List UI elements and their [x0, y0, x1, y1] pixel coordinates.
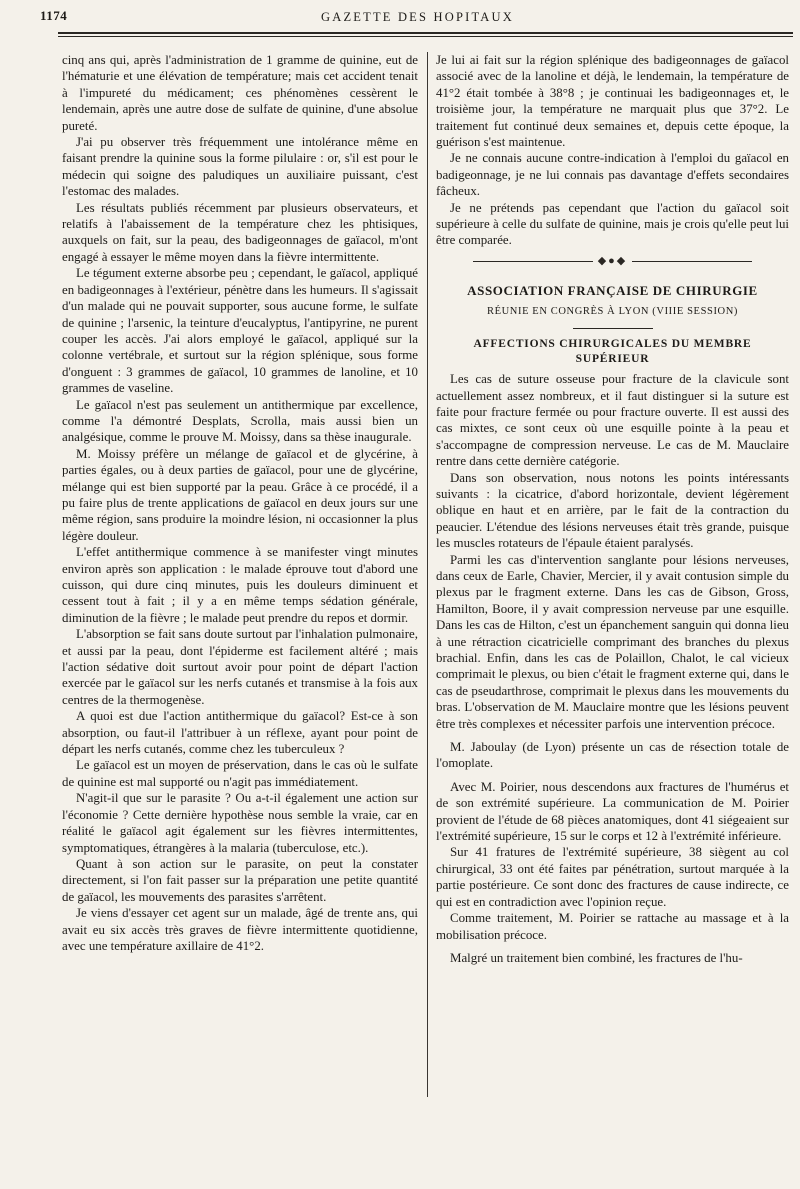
- spacer: [436, 943, 789, 950]
- paragraph: L'absorption se fait sans doute surtout par l'inhalation pulmonaire, et aussi par la peau, dont l'épiderme est facilement altéré ; mais l'action sédative doit surtout avoir pour point de départ l'action exercée par le gaïacol sur les nerfs cutanés et transmise à la fois aux centres de la thermogenèse.: [62, 627, 418, 707]
- subsection-title: AFFECTIONS CHIRURGICALES DU MEMBRE SUPÉRIEUR: [473, 338, 752, 366]
- header-rule: [58, 32, 793, 34]
- paragraph: Le gaïacol est un moyen de préservation, dans le cas où le sulfate de quinine est mal supporté ou n'agit pas immédiatement.: [62, 758, 418, 789]
- paragraph: Malgré un traitement bien combiné, les fractures de l'hu-: [450, 950, 743, 965]
- article-separator-ornament: ◆●◆: [436, 253, 789, 269]
- paragraph: M. Moissy préfère un mélange de gaïacol et de glycérine, à parties égales, ou à deux parties de gaïacol, pour une de glycérine, mélange qui est bien supporté par la peau. Grâce à ce procédé, il a pu faire plus de trente applications de gaïacol en deux jours sur une même région, sans produire la moindre lésion, ni occasionner la plus légère douleur.: [62, 446, 418, 543]
- paragraph: A quoi est due l'action antithermique du gaïacol? Est-ce à son absorption, ou faut-il l'attribuer à un réflexe, ayant pour point de départ les nerfs cutanés, comme chez les tuberculeux ?: [62, 709, 418, 757]
- header-rule-thin: [58, 36, 793, 37]
- paragraph: Les résultats publiés récemment par plusieurs observateurs, et relatifs à l'abaissement de la température chez les phtisiques, auxquels on fait, sur la peau, des badigeonnages de gaïacol, m'ont engagé à essayer le même moyen dans la fièvre intermittente.: [62, 200, 418, 264]
- paragraph: Sur 41 fratures de l'extrémité supérieure, 38 siègent au col chirurgical, 33 ont été faites par pénétration, surtout marquée à la partie postérieure. Ce sont donc des fractures de cause indirecte, ce qui est en contradiction avec l'opinion reçue.: [436, 845, 789, 909]
- section-title: ASSOCIATION FRANÇAISE DE CHIRURGIE: [467, 283, 758, 299]
- spacer: [436, 732, 789, 739]
- paragraph: Quant à son action sur le parasite, on peut la constater directement, si l'on fait passer sur la préparation une petite quantité de gaïacol, les mouvements des parasites s'arrêtent.: [62, 856, 418, 904]
- page-header: [40, 4, 795, 32]
- paragraph: J'ai pu observer très fréquemment une intolérance même en faisant prendre la quinine sous la forme pilulaire : or, s'il est pour le médecin qui soigne des paludiques un auxiliaire puissant, c'est l'estomac des malades.: [62, 135, 418, 199]
- right-column: [436, 52, 789, 966]
- section-subtitle: RÉUNIE EN CONGRÈS À LYON (VIIIE SESSION): [486, 305, 739, 317]
- spacer: [436, 772, 789, 779]
- section-rule: [573, 328, 653, 329]
- paragraph: L'effet antithermique commence à se manifester vingt minutes environ après son application : le malade éprouve tout d'abord une cuisson, qui dure cinq minutes, puis les douleurs diminuent et cessent tout à fait ; il y a en même temps sédation générale, diminution de la fièvre ; le malade peut prendre du repos et dormir.: [62, 545, 418, 625]
- paragraph: Dans son observation, nous notons les points intéressants suivants : la cicatrice, d'abord horizontale, devient légèrement oblique en haut et en arrière, par le fait de la contraction du peaucier. L'étendue des lésions nerveuses était très grande, puisque les muscles rotateurs de l'épaule étaient paralysés.: [436, 470, 789, 551]
- paragraph: Le gaïacol n'est pas seulement un antithermique par excellence, comme l'a démontré Desplats, Scrolla, mais aussi bien un analgésique, comme le prouve M. Moissy, dans sa thèse inaugurale.: [62, 397, 418, 445]
- left-column: [62, 52, 418, 954]
- paragraph: M. Jaboulay (de Lyon) présente un cas de résection totale de l'omoplate.: [436, 740, 789, 771]
- paragraph: Je ne connais aucune contre-indication à l'emploi du gaïacol en badigeonnage, je ne lui connais pas davantage d'effets secondaires fâcheux.: [436, 151, 789, 199]
- paragraph: Avec M. Poirier, nous descendons aux fractures de l'humérus et de son extrémité supérieure. La communication de M. Poirier provient de l'étude de 68 pièces anatomiques, dont 41 siégeaient sur l'extrémité supérieure, 15 sur le corps et 12 à l'extrémité inférieure.: [436, 779, 789, 844]
- paragraph: Comme traitement, M. Poirier se rattache au massage et à la mobilisation précoce.: [436, 911, 789, 942]
- paragraph: cinq ans qui, après l'administration de 1 gramme de quinine, eut de l'hématurie et une élévation de température; mais cet accident tenait à l'impureté du médicament; ces phénomènes cessèrent le lendemain, après une autre dose de sulfate de quinine, d'une absolue pureté.: [62, 53, 418, 133]
- page-number: 1174: [40, 8, 68, 23]
- paragraph: Je viens d'essayer cet agent sur un malade, âgé de trente ans, qui avait eu six accès très graves de fièvre intermittente quotidienne, avec une température axillaire de 41°2.: [62, 906, 418, 953]
- paragraph: Le tégument externe absorbe peu ; cependant, le gaïacol, appliqué en badigeonnages à l'extérieur, pénètre dans les humeurs. Il s'agissait d'un malade qui ne pouvait supporter, sous aucune forme, le sulfate de quinine ; l'arsenic, la teinture d'eucalyptus, l'antipyrine, ne purent couper les accès. J'ai alors employé le gaïacol, appliqué sur la colonne vertébrale, et surtout sur la région splénique, sous forme d'onguent : 3 grammes de gaïacol, 10 grammes de lanoline, et 10 grammes de vaseline.: [62, 266, 418, 396]
- paragraph: N'agit-il que sur le parasite ? Ou a-t-il également une action sur l'économie ? Cette dernière hypothèse nous semble la vraie, car en réalité le gaïacol agit également sur les fièvres intermittentes, symptomatiques, étrangères à la malaria (tuberculose, etc.).: [62, 791, 418, 855]
- paragraph: Je lui ai fait sur la région splénique des badigeonnages de gaïacol associé avec de la lanoline et déjà, le lendemain, la température de 41°2 était tombée à 38°8 ; je continuai les badigeonnages et, le troisième jour, la température ne marquait plus que 37°2. Le traitement fut continué deux semaines et, depuis cette époque, la guérison s'est maintenue.: [436, 53, 789, 150]
- paragraph: Parmi les cas d'intervention sanglante pour lésions nerveuses, dans ceux de Earle, Chavier, Mercier, il y avait contusion simple du plexus par le fragment externe. Dans les cas de Gibson, Gross, Hamilton, Boore, il y avait compression nerveuse par une esquille. Dans les cas de Hilton, c'est un épanchement sanguin qui donna lieu à une rétraction cicatricielle comprimant des branches du plexus brachial. Enfin, dans les cas de Polaillon, Chalot, le cal vicieux comprimait le plexus, ou bien c'était le fragment externe qui, dans le cas de pseudarthrose, comprimait le plexus dans les mouvements du bras. L'observation de M. Mauclaire montre que les lésions peuvent être très complexes et nécessiter parfois une intervention précoce.: [436, 552, 789, 731]
- journal-title: GAZETTE DES HOPITAUX: [321, 10, 514, 24]
- paragraph: Les cas de suture osseuse pour fracture de la clavicule sont actuellement assez nombreux, et il faut distinguer si la suture est faite pour fracture fermée ou pour fracture ouverte. Il est aussi des cas mixtes, ce sont ceux où une esquille pointe à la peau et s'accompagne de compression nerveuse. Le cas de M. Mauclaire rentre dans cette dernière catégorie.: [436, 372, 789, 469]
- paragraph: Je ne prétends pas cependant que l'action du gaïacol soit supérieure à celle du sulfate de quinine, mais je crois qu'elle peut lui être comparée.: [436, 200, 789, 248]
- column-separator: [427, 52, 428, 1097]
